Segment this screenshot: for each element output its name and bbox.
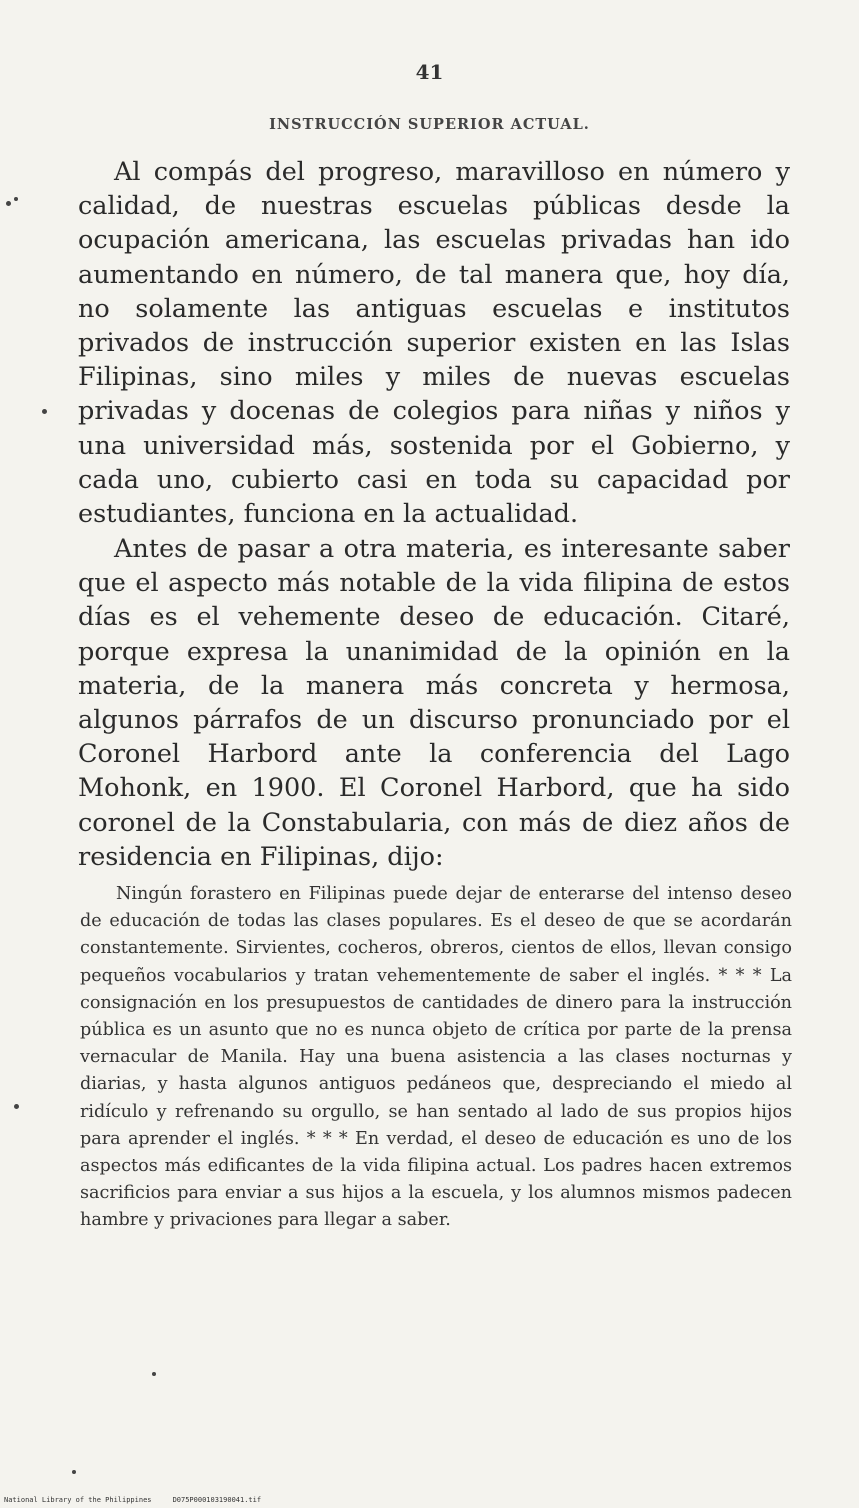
margin-dot	[152, 1372, 156, 1376]
footer-caption: National Library of the Philippines D075P000103190041.tif	[4, 1496, 262, 1504]
margin-dot	[14, 1104, 19, 1109]
margin-dot	[6, 201, 11, 206]
paragraph-text: Al compás del progreso, maravilloso en número y calidad, de nuestras escuelas públicas desde la ocupación americana, las escuelas privadas han ido aumentando en número, de tal manera que, hoy día, no solamente las antiguas escuelas e institutos privados de instrucción superior existen en las Islas Filipinas, sino miles y miles de nuevas escuelas privadas y docenas de colegios para niñas y niños y una universidad más, sostenida por el Gobierno, y cada uno, cubierto casi en toda su capacidad por estudiantes, funciona en la actualidad.	[78, 157, 790, 530]
block-quote	[80, 881, 792, 1235]
quote-text: Ningún forastero en Filipinas puede dejar de enterarse del intenso deseo de educación de todas las clases populares. Es el deseo de que se acordarán constantemente. Sirvientes, cocheros, obreros, cientos de ellos, llevan consigo pequeños vocabularios y tratan vehementemente de saber el inglés. * * * La consignación en los presupuestos de cantidades de dinero para la instrucción pública es un asunto que no es nunca objeto de crítica por parte de la prensa vernacular de Manila. Hay una buena asistencia a las clases nocturnas y diarias, y hasta algunos antiguos pedáneos que, despreciando el miedo al ridículo y refrenando su orgullo, se han sentado al lado de sus propios hijos para aprender el inglés. * * * En verdad, el deseo de educación es uno de los aspectos más edificantes de la vida filipina actual. Los padres hacen extremos sacrificios para enviar a sus hijos a la escuela, y los alumnos mismos padecen hambre y privaciones para llegar a saber.	[80, 884, 792, 1231]
page-number: 41	[415, 60, 444, 84]
margin-dot	[14, 197, 18, 201]
section-title: INSTRUCCIÓN SUPERIOR ACTUAL.	[269, 116, 590, 133]
body-paragraph-1	[78, 155, 790, 531]
margin-dot	[42, 409, 47, 414]
body-paragraph-2	[78, 532, 790, 874]
paragraph-text: Antes de pasar a otra materia, es interesante saber que el aspecto más notable de la vida filipina de estos días es el vehemente deseo de educación. Citaré, porque expresa la unanimidad de la opinión en la materia, de la manera más concreta y hermosa, algunos párrafos de un discurso pronunciado por el Coronel Harbord ante la conferencia del Lago Mohonk, en 1900. El Coronel Harbord, que ha sido coronel de la Constabularia, con más de diez años de residencia en Filipinas, dijo:	[78, 534, 790, 872]
margin-dot	[72, 1470, 76, 1474]
